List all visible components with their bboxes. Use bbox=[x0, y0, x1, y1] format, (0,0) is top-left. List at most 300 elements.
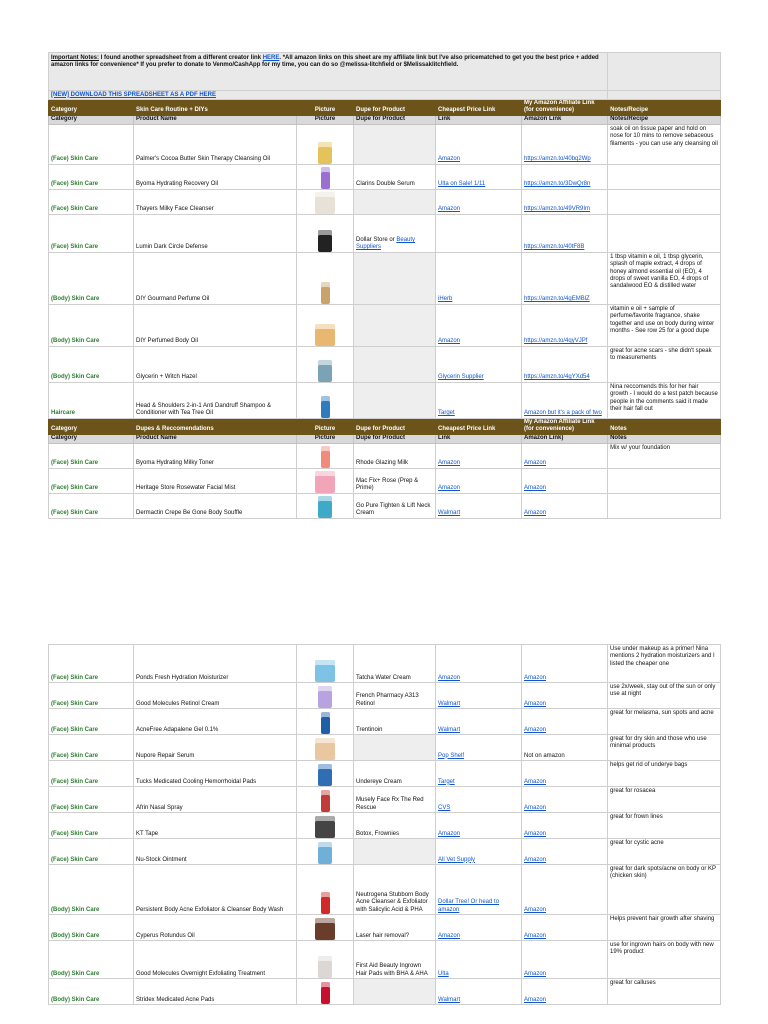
dupe-cell bbox=[354, 787, 436, 813]
amazon-link[interactable]: Amazon but it's a pack of two bbox=[524, 410, 602, 417]
product-bottle-icon bbox=[321, 712, 330, 734]
category-cell: (Body) Skin Care bbox=[49, 941, 134, 979]
table-row bbox=[49, 865, 721, 915]
header-row-cell: Category bbox=[49, 418, 134, 434]
cheapest-link[interactable]: Amazon bbox=[438, 485, 461, 492]
cheapest-link-cell bbox=[436, 252, 522, 304]
product-picture bbox=[297, 444, 353, 468]
table-row bbox=[49, 709, 721, 735]
dupe-cell bbox=[354, 915, 436, 941]
amazon-link-cell bbox=[522, 468, 608, 493]
table-row bbox=[49, 787, 721, 813]
cheapest-link[interactable]: All Vet Supply bbox=[438, 856, 476, 863]
subheader-row-cell: Notes/Recipe bbox=[608, 115, 721, 124]
cheapest-link-cell bbox=[436, 941, 522, 979]
product-name-cell: Heritage Store Rosewater Facial Mist bbox=[134, 468, 297, 493]
table-row bbox=[49, 214, 721, 252]
amazon-link-cell bbox=[522, 443, 608, 468]
amazon-link-cell bbox=[522, 735, 608, 761]
product-name-cell: Good Molecules Overnight Exfoliating Treatment bbox=[134, 941, 297, 979]
here-link[interactable]: HERE bbox=[262, 55, 280, 61]
product-picture bbox=[297, 165, 353, 189]
product-bottle-icon bbox=[315, 918, 335, 940]
amazon-link[interactable]: Amazon bbox=[524, 970, 547, 977]
notes-cell: great for cystic acne bbox=[608, 839, 721, 865]
header-row-cell: Dupe for Product bbox=[354, 418, 436, 434]
cheapest-link-cell bbox=[436, 468, 522, 493]
product-name-cell: Nupore Repair Serum bbox=[134, 735, 297, 761]
dupe-text: Undereye Cream bbox=[356, 778, 402, 785]
product-picture-cell bbox=[297, 683, 354, 709]
subheader-row-cell: Dupe for Product bbox=[354, 115, 436, 124]
header-row-cell: Notes bbox=[608, 418, 721, 434]
product-picture bbox=[297, 494, 353, 518]
amazon-link-cell bbox=[522, 915, 608, 941]
category-cell: (Face) Skin Care bbox=[49, 709, 134, 735]
amazon-link-cell bbox=[522, 645, 608, 683]
section-dupes bbox=[49, 418, 721, 518]
table-row bbox=[49, 252, 721, 304]
dupe-cell bbox=[354, 468, 436, 493]
product-name-cell: Byoma Hydrating Recovery Oil bbox=[134, 164, 297, 189]
important-notes-row bbox=[49, 53, 721, 91]
cheapest-link-cell bbox=[436, 735, 522, 761]
product-bottle-icon bbox=[318, 764, 332, 786]
amazon-link-cell bbox=[522, 382, 608, 418]
amazon-link[interactable]: Amazon bbox=[524, 830, 547, 837]
cheapest-link[interactable]: Walmart bbox=[438, 996, 461, 1003]
notes-cell: soak oil on tissue paper and hold on nose for 10 mins to remove sebaceous filaments - you can use any cleansing oil bbox=[608, 124, 721, 164]
notes-cell: great for dark spots/acne on body or KP (chicken skin) bbox=[608, 865, 721, 915]
product-name-cell: Persistent Body Acne Exfoliator & Cleanser Body Wash bbox=[134, 865, 297, 915]
product-name-cell: DIY Gourmand Perfume Oil bbox=[134, 252, 297, 304]
category-cell: (Face) Skin Care bbox=[49, 468, 134, 493]
category-cell: Haircare bbox=[49, 382, 134, 418]
dupe-cell bbox=[354, 214, 436, 252]
category-cell: (Body) Skin Care bbox=[49, 346, 134, 382]
cheapest-link-cell bbox=[436, 683, 522, 709]
product-bottle-icon bbox=[321, 892, 330, 914]
product-bottle-icon bbox=[318, 142, 332, 164]
amazon-link[interactable]: Amazon bbox=[524, 700, 547, 707]
category-cell: (Body) Skin Care bbox=[49, 865, 134, 915]
cheapest-link-cell bbox=[436, 304, 522, 346]
product-name-cell: DIY Perfumed Body Oil bbox=[134, 304, 297, 346]
amazon-link-cell bbox=[522, 761, 608, 787]
subheader-row-cell: Category bbox=[49, 115, 134, 124]
table-row bbox=[49, 304, 721, 346]
subheader-row-cell: Link bbox=[436, 434, 522, 443]
cheapest-link[interactable]: Amazon bbox=[438, 674, 461, 681]
cheapest-link-cell bbox=[436, 346, 522, 382]
amazon-link[interactable]: https://amzn.to/4gEMBlZ bbox=[524, 296, 590, 303]
product-picture bbox=[297, 322, 353, 346]
category-cell: (Face) Skin Care bbox=[49, 214, 134, 252]
amazon-link-cell bbox=[522, 304, 608, 346]
product-bottle-icon bbox=[315, 738, 335, 760]
table-row bbox=[49, 683, 721, 709]
dupe-cell bbox=[354, 645, 436, 683]
product-name-cell: Lumin Dark Circle Defense bbox=[134, 214, 297, 252]
product-name-cell: AcneFree Adapalene Gel 0.1% bbox=[134, 709, 297, 735]
cheapest-link-extra[interactable]: amazon bbox=[438, 906, 460, 913]
cheapest-link-cell bbox=[436, 865, 522, 915]
amazon-link-cell bbox=[522, 214, 608, 252]
product-bottle-icon bbox=[321, 446, 330, 468]
category-cell: (Face) Skin Care bbox=[49, 645, 134, 683]
cheapest-link-cell bbox=[436, 813, 522, 839]
dupe-link[interactable]: Beauty Suppliers bbox=[356, 237, 416, 251]
category-cell: (Face) Skin Care bbox=[49, 443, 134, 468]
cheapest-link[interactable]: Pop Shelf bbox=[438, 752, 465, 759]
amazon-link[interactable]: https://amzn.to/40tF8B bbox=[524, 244, 585, 251]
amazon-link[interactable]: Amazon bbox=[524, 726, 547, 733]
cheapest-link[interactable]: Target bbox=[438, 410, 455, 417]
product-picture-cell bbox=[297, 709, 354, 735]
product-name-cell: Palmer's Cocoa Butter Skin Therapy Cleansing Oil bbox=[134, 124, 297, 164]
product-name-cell: Byoma Hydrating Milky Toner bbox=[134, 443, 297, 468]
product-picture-cell bbox=[297, 124, 354, 164]
dupe-text: French Pharmacy A313 Retinol bbox=[356, 693, 419, 707]
dupe-cell bbox=[354, 683, 436, 709]
product-picture-cell bbox=[297, 865, 354, 915]
section-dupes-continued bbox=[49, 645, 721, 1005]
header-row-cell: Cheapest Price Link bbox=[436, 100, 522, 116]
important-notes bbox=[49, 53, 608, 91]
amazon-link[interactable]: https://amzn.to/40bq2Wp bbox=[524, 156, 591, 163]
dupe-text: Dollar Store or bbox=[356, 237, 397, 243]
product-name-cell: Good Molecules Retinol Cream bbox=[134, 683, 297, 709]
product-name-cell: Head & Shoulders 2-in-1 Anti Dandruff Shampoo & Conditioner with Tea Tree Oil bbox=[134, 382, 297, 418]
product-name-cell: KT Tape bbox=[134, 813, 297, 839]
product-picture bbox=[297, 190, 353, 214]
dupe-cell bbox=[354, 813, 436, 839]
header-row-cell: My Amazon Affiliate Link (for convenience) bbox=[522, 418, 608, 434]
dupe-cell bbox=[354, 709, 436, 735]
product-picture-cell bbox=[297, 979, 354, 1005]
category-cell: (Face) Skin Care bbox=[49, 839, 134, 865]
amazon-link-cell bbox=[522, 346, 608, 382]
product-name-cell: Dermactin Crepe Be Gone Body Souffle bbox=[134, 493, 297, 518]
dupe-text: Trentinoin bbox=[356, 726, 383, 733]
cheapest-link[interactable]: Walmart bbox=[438, 700, 461, 707]
product-name-cell: Tucks Medicated Cooling Hemorrhoidal Pads bbox=[134, 761, 297, 787]
header-row-cell: Notes/Recipe bbox=[608, 100, 721, 116]
notes-cell: use for ingrown hairs on body with new 19% product bbox=[608, 941, 721, 979]
amazon-link[interactable]: Amazon bbox=[524, 856, 547, 863]
important-notes-text-1: I found another spreadsheet from a different creator link bbox=[99, 55, 263, 61]
notes-cell: great for dry skin and those who use minimal products bbox=[608, 735, 721, 761]
table-row bbox=[49, 189, 721, 214]
amazon-link[interactable]: Amazon bbox=[524, 510, 547, 517]
product-name-cell: Nu-Stock Ointment bbox=[134, 839, 297, 865]
amazon-link-cell bbox=[522, 493, 608, 518]
cheapest-link[interactable]: Ulta on Sale! 1/11 bbox=[438, 181, 486, 188]
spreadsheet-table-1 bbox=[48, 52, 721, 519]
subheader-row-cell: Product Name bbox=[134, 115, 297, 124]
product-picture-cell bbox=[297, 735, 354, 761]
product-picture bbox=[297, 394, 353, 418]
product-picture-cell bbox=[297, 443, 354, 468]
product-picture-cell bbox=[297, 813, 354, 839]
product-bottle-icon bbox=[315, 660, 335, 682]
product-bottle-icon bbox=[318, 686, 332, 708]
header-row-cell: Dupes & Reccomendations bbox=[134, 418, 297, 434]
dupe-cell bbox=[354, 164, 436, 189]
notes-cell: great for melasma, sun spots and acne bbox=[608, 709, 721, 735]
download-pdf-link[interactable]: [NEW] DOWNLOAD THIS SPREADSHEET AS A PDF HERE bbox=[51, 91, 217, 98]
category-cell: (Body) Skin Care bbox=[49, 979, 134, 1005]
product-name-cell: Afrin Nasal Spray bbox=[134, 787, 297, 813]
amazon-link[interactable]: Amazon bbox=[524, 674, 547, 681]
amazon-link[interactable]: https://amzn.to/49VR9Im bbox=[524, 206, 591, 213]
product-picture bbox=[297, 228, 353, 252]
dupe-cell bbox=[354, 735, 436, 761]
notes-cell bbox=[608, 189, 721, 214]
category-cell: (Face) Skin Care bbox=[49, 493, 134, 518]
product-bottle-icon bbox=[318, 956, 332, 978]
product-bottle-icon bbox=[318, 842, 332, 864]
amazon-link[interactable]: Amazon bbox=[524, 932, 547, 939]
product-name-cell: Cyperus Rotundus Oil bbox=[134, 915, 297, 941]
dupe-cell bbox=[354, 252, 436, 304]
amazon-link-cell bbox=[522, 164, 608, 189]
dupe-cell bbox=[354, 941, 436, 979]
product-picture-cell bbox=[297, 304, 354, 346]
dupe-text: Tatcha Water Cream bbox=[356, 674, 411, 681]
amazon-link-cell bbox=[522, 979, 608, 1005]
dupe-text: Neutrogena Stubborn Body Acne Cleanser & Exfoliator with Salicylic Acid & PHA bbox=[356, 891, 429, 913]
amazon-link-cell bbox=[522, 813, 608, 839]
amazon-link-cell bbox=[522, 787, 608, 813]
empty-cell bbox=[608, 91, 721, 100]
amazon-link-cell bbox=[522, 839, 608, 865]
category-cell: (Face) Skin Care bbox=[49, 735, 134, 761]
category-cell: (Face) Skin Care bbox=[49, 787, 134, 813]
cheapest-link-cell bbox=[436, 443, 522, 468]
table-row bbox=[49, 124, 721, 164]
category-cell: (Face) Skin Care bbox=[49, 761, 134, 787]
dupe-cell bbox=[354, 839, 436, 865]
amazon-link[interactable]: https://amzn.to/3DwQr8n bbox=[524, 181, 591, 188]
cheapest-link-cell bbox=[436, 164, 522, 189]
amazon-link[interactable]: https://amzn.to/4gYXd54 bbox=[524, 374, 590, 381]
dupe-cell bbox=[354, 979, 436, 1005]
table-row bbox=[49, 813, 721, 839]
cheapest-link-cell bbox=[436, 979, 522, 1005]
category-cell: (Body) Skin Care bbox=[49, 915, 134, 941]
dupe-cell bbox=[354, 124, 436, 164]
table-row bbox=[49, 164, 721, 189]
product-picture-cell bbox=[297, 189, 354, 214]
product-name-cell: Glycerin + Witch Hazel bbox=[134, 346, 297, 382]
cheapest-link[interactable]: Ulta bbox=[438, 970, 449, 977]
cheapest-link[interactable]: Target bbox=[438, 778, 455, 785]
notes-cell: Nina reccomends this for her hair growth - I would do a test patch because people in the comments said it made their hair fall out bbox=[608, 382, 721, 418]
cheapest-link[interactable]: Amazon bbox=[438, 156, 461, 163]
amazon-link[interactable]: Amazon bbox=[524, 460, 547, 467]
table-row bbox=[49, 839, 721, 865]
product-bottle-icon bbox=[315, 324, 335, 346]
subheader-row-cell: Notes bbox=[608, 434, 721, 443]
notes-cell: great for frown lines bbox=[608, 813, 721, 839]
product-picture-cell bbox=[297, 645, 354, 683]
category-cell: (Face) Skin Care bbox=[49, 124, 134, 164]
table-row bbox=[49, 941, 721, 979]
cheapest-link[interactable]: Amazon bbox=[438, 460, 461, 467]
table-row bbox=[49, 443, 721, 468]
product-picture-cell bbox=[297, 214, 354, 252]
product-bottle-icon bbox=[321, 982, 330, 1004]
amazon-link-cell bbox=[522, 124, 608, 164]
cheapest-link[interactable]: Walmart bbox=[438, 726, 461, 733]
product-bottle-icon bbox=[318, 360, 332, 382]
amazon-link-cell bbox=[522, 865, 608, 915]
header-row-cell: My Amazon Affiliate Link (for convenience) bbox=[522, 100, 608, 116]
amazon-link[interactable]: https://amzn.to/4qyVJPf bbox=[524, 338, 588, 345]
amazon-link[interactable]: Amazon bbox=[524, 778, 547, 785]
product-picture bbox=[297, 814, 353, 838]
cheapest-link-cell bbox=[436, 124, 522, 164]
category-cell: (Body) Skin Care bbox=[49, 252, 134, 304]
cheapest-link[interactable]: CVS bbox=[438, 804, 451, 811]
header-row-cell: Picture bbox=[297, 418, 354, 434]
product-picture bbox=[297, 736, 353, 760]
cheapest-link-cell bbox=[436, 709, 522, 735]
amazon-link[interactable]: Amazon bbox=[524, 906, 547, 913]
subheader-row bbox=[49, 434, 721, 443]
product-picture bbox=[297, 762, 353, 786]
cheapest-link[interactable]: Amazon bbox=[438, 206, 461, 213]
dupe-text: Laser hair removal? bbox=[356, 932, 410, 939]
amazon-link[interactable]: Amazon bbox=[524, 485, 547, 492]
amazon-link-cell bbox=[522, 941, 608, 979]
table-row bbox=[49, 346, 721, 382]
dupe-cell bbox=[354, 304, 436, 346]
product-picture bbox=[297, 890, 353, 914]
cheapest-link[interactable]: Amazon bbox=[438, 338, 461, 345]
notes-cell: helps get rid of underye bags bbox=[608, 761, 721, 787]
dupe-text: Rhode Glazing Milk bbox=[356, 460, 409, 467]
dupe-text: Go Pure Tighten & Lift Neck Cream bbox=[356, 502, 431, 517]
table-row bbox=[49, 468, 721, 493]
product-picture bbox=[297, 140, 353, 164]
dupe-cell bbox=[354, 443, 436, 468]
important-notes-label: Important Notes: bbox=[51, 55, 99, 61]
download-cell bbox=[49, 91, 608, 100]
notes-cell bbox=[608, 468, 721, 493]
empty-cell bbox=[608, 53, 721, 91]
notes-cell bbox=[608, 164, 721, 189]
table-row bbox=[49, 915, 721, 941]
product-picture bbox=[297, 658, 353, 682]
subheader-row-cell: Picture bbox=[297, 115, 354, 124]
dupe-cell bbox=[354, 382, 436, 418]
product-picture-cell bbox=[297, 346, 354, 382]
cheapest-link-cell bbox=[436, 787, 522, 813]
cheapest-link[interactable]: Walmart bbox=[438, 510, 461, 517]
amazon-link-cell bbox=[522, 189, 608, 214]
category-cell: (Face) Skin Care bbox=[49, 813, 134, 839]
cheapest-link-cell bbox=[436, 493, 522, 518]
amazon-link[interactable]: Amazon bbox=[524, 996, 547, 1003]
notes-cell: vitamin e oil + sample of perfume/favorite fragrance, shake together and use on body during winter months - See row 25 for a good dupe bbox=[608, 304, 721, 346]
product-bottle-icon bbox=[318, 230, 332, 252]
table-row bbox=[49, 735, 721, 761]
notes-cell: 1 tbsp vitamin e oil, 1 tbsp glycerin, splash of maple extract, 4 drops of honey almond essential oil (EO), 4 drops of sweet vanilla EO, 4 drops of sandalwood EO & distilled water bbox=[608, 252, 721, 304]
subheader-row-cell: Category bbox=[49, 434, 134, 443]
product-picture-cell bbox=[297, 252, 354, 304]
spreadsheet-table-2 bbox=[48, 644, 721, 1005]
product-name-cell: Ponds Fresh Hydration Moisturizer bbox=[134, 645, 297, 683]
cheapest-link[interactable]: Amazon bbox=[438, 830, 461, 837]
cheapest-link-cell bbox=[436, 382, 522, 418]
subheader-row-cell: Product Name bbox=[134, 434, 297, 443]
subheader-row-cell: Picture bbox=[297, 434, 354, 443]
product-bottle-icon bbox=[315, 192, 335, 214]
product-bottle-icon bbox=[315, 816, 335, 838]
product-picture bbox=[297, 916, 353, 940]
cheapest-link[interactable]: Glycerin Supplier bbox=[438, 374, 484, 381]
product-picture-cell bbox=[297, 941, 354, 979]
notes-cell: Helps prevent hair growth after shaving bbox=[608, 915, 721, 941]
dupe-cell bbox=[354, 865, 436, 915]
subheader-row bbox=[49, 115, 721, 124]
dupe-text: Botox, Frownies bbox=[356, 830, 400, 837]
product-bottle-icon bbox=[321, 790, 330, 812]
cheapest-link-cell bbox=[436, 915, 522, 941]
product-picture bbox=[297, 980, 353, 1004]
product-picture-cell bbox=[297, 839, 354, 865]
product-picture bbox=[297, 710, 353, 734]
spreadsheet-page-1 bbox=[48, 52, 720, 519]
cheapest-link[interactable]: iHerb bbox=[438, 296, 453, 303]
table-row bbox=[49, 493, 721, 518]
header-row-cell: Category bbox=[49, 100, 134, 116]
product-name-cell: Thayers Milky Face Cleanser bbox=[134, 189, 297, 214]
dupe-text: Musely Face Rx The Red Rescue bbox=[356, 797, 424, 811]
cheapest-link-cell bbox=[436, 214, 522, 252]
notes-cell bbox=[608, 214, 721, 252]
header-row bbox=[49, 100, 721, 116]
product-picture-cell bbox=[297, 787, 354, 813]
product-bottle-icon bbox=[321, 396, 330, 418]
cheapest-link[interactable]: Amazon bbox=[438, 932, 461, 939]
product-name-cell: Stridex Medicated Acne Pads bbox=[134, 979, 297, 1005]
subheader-row-cell: Dupe for Product bbox=[354, 434, 436, 443]
dupe-cell bbox=[354, 761, 436, 787]
dupe-cell bbox=[354, 346, 436, 382]
product-bottle-icon bbox=[315, 471, 335, 493]
product-bottle-icon bbox=[318, 496, 332, 518]
table-row bbox=[49, 761, 721, 787]
cheapest-link[interactable]: Dollar Tree! Or head to bbox=[438, 899, 500, 906]
amazon-link-cell bbox=[522, 683, 608, 709]
product-picture bbox=[297, 684, 353, 708]
product-picture bbox=[297, 358, 353, 382]
header-row-cell: Picture bbox=[297, 100, 354, 116]
subheader-row-cell: Link bbox=[436, 115, 522, 124]
header-row bbox=[49, 418, 721, 434]
subheader-row-cell: Amazon Link bbox=[522, 115, 608, 124]
product-picture bbox=[297, 280, 353, 304]
product-picture-cell bbox=[297, 382, 354, 418]
amazon-link-cell bbox=[522, 252, 608, 304]
notes-cell bbox=[608, 493, 721, 518]
header-row-cell: Dupe for Product bbox=[354, 100, 436, 116]
amazon-link[interactable]: Amazon bbox=[524, 804, 547, 811]
product-picture-cell bbox=[297, 493, 354, 518]
